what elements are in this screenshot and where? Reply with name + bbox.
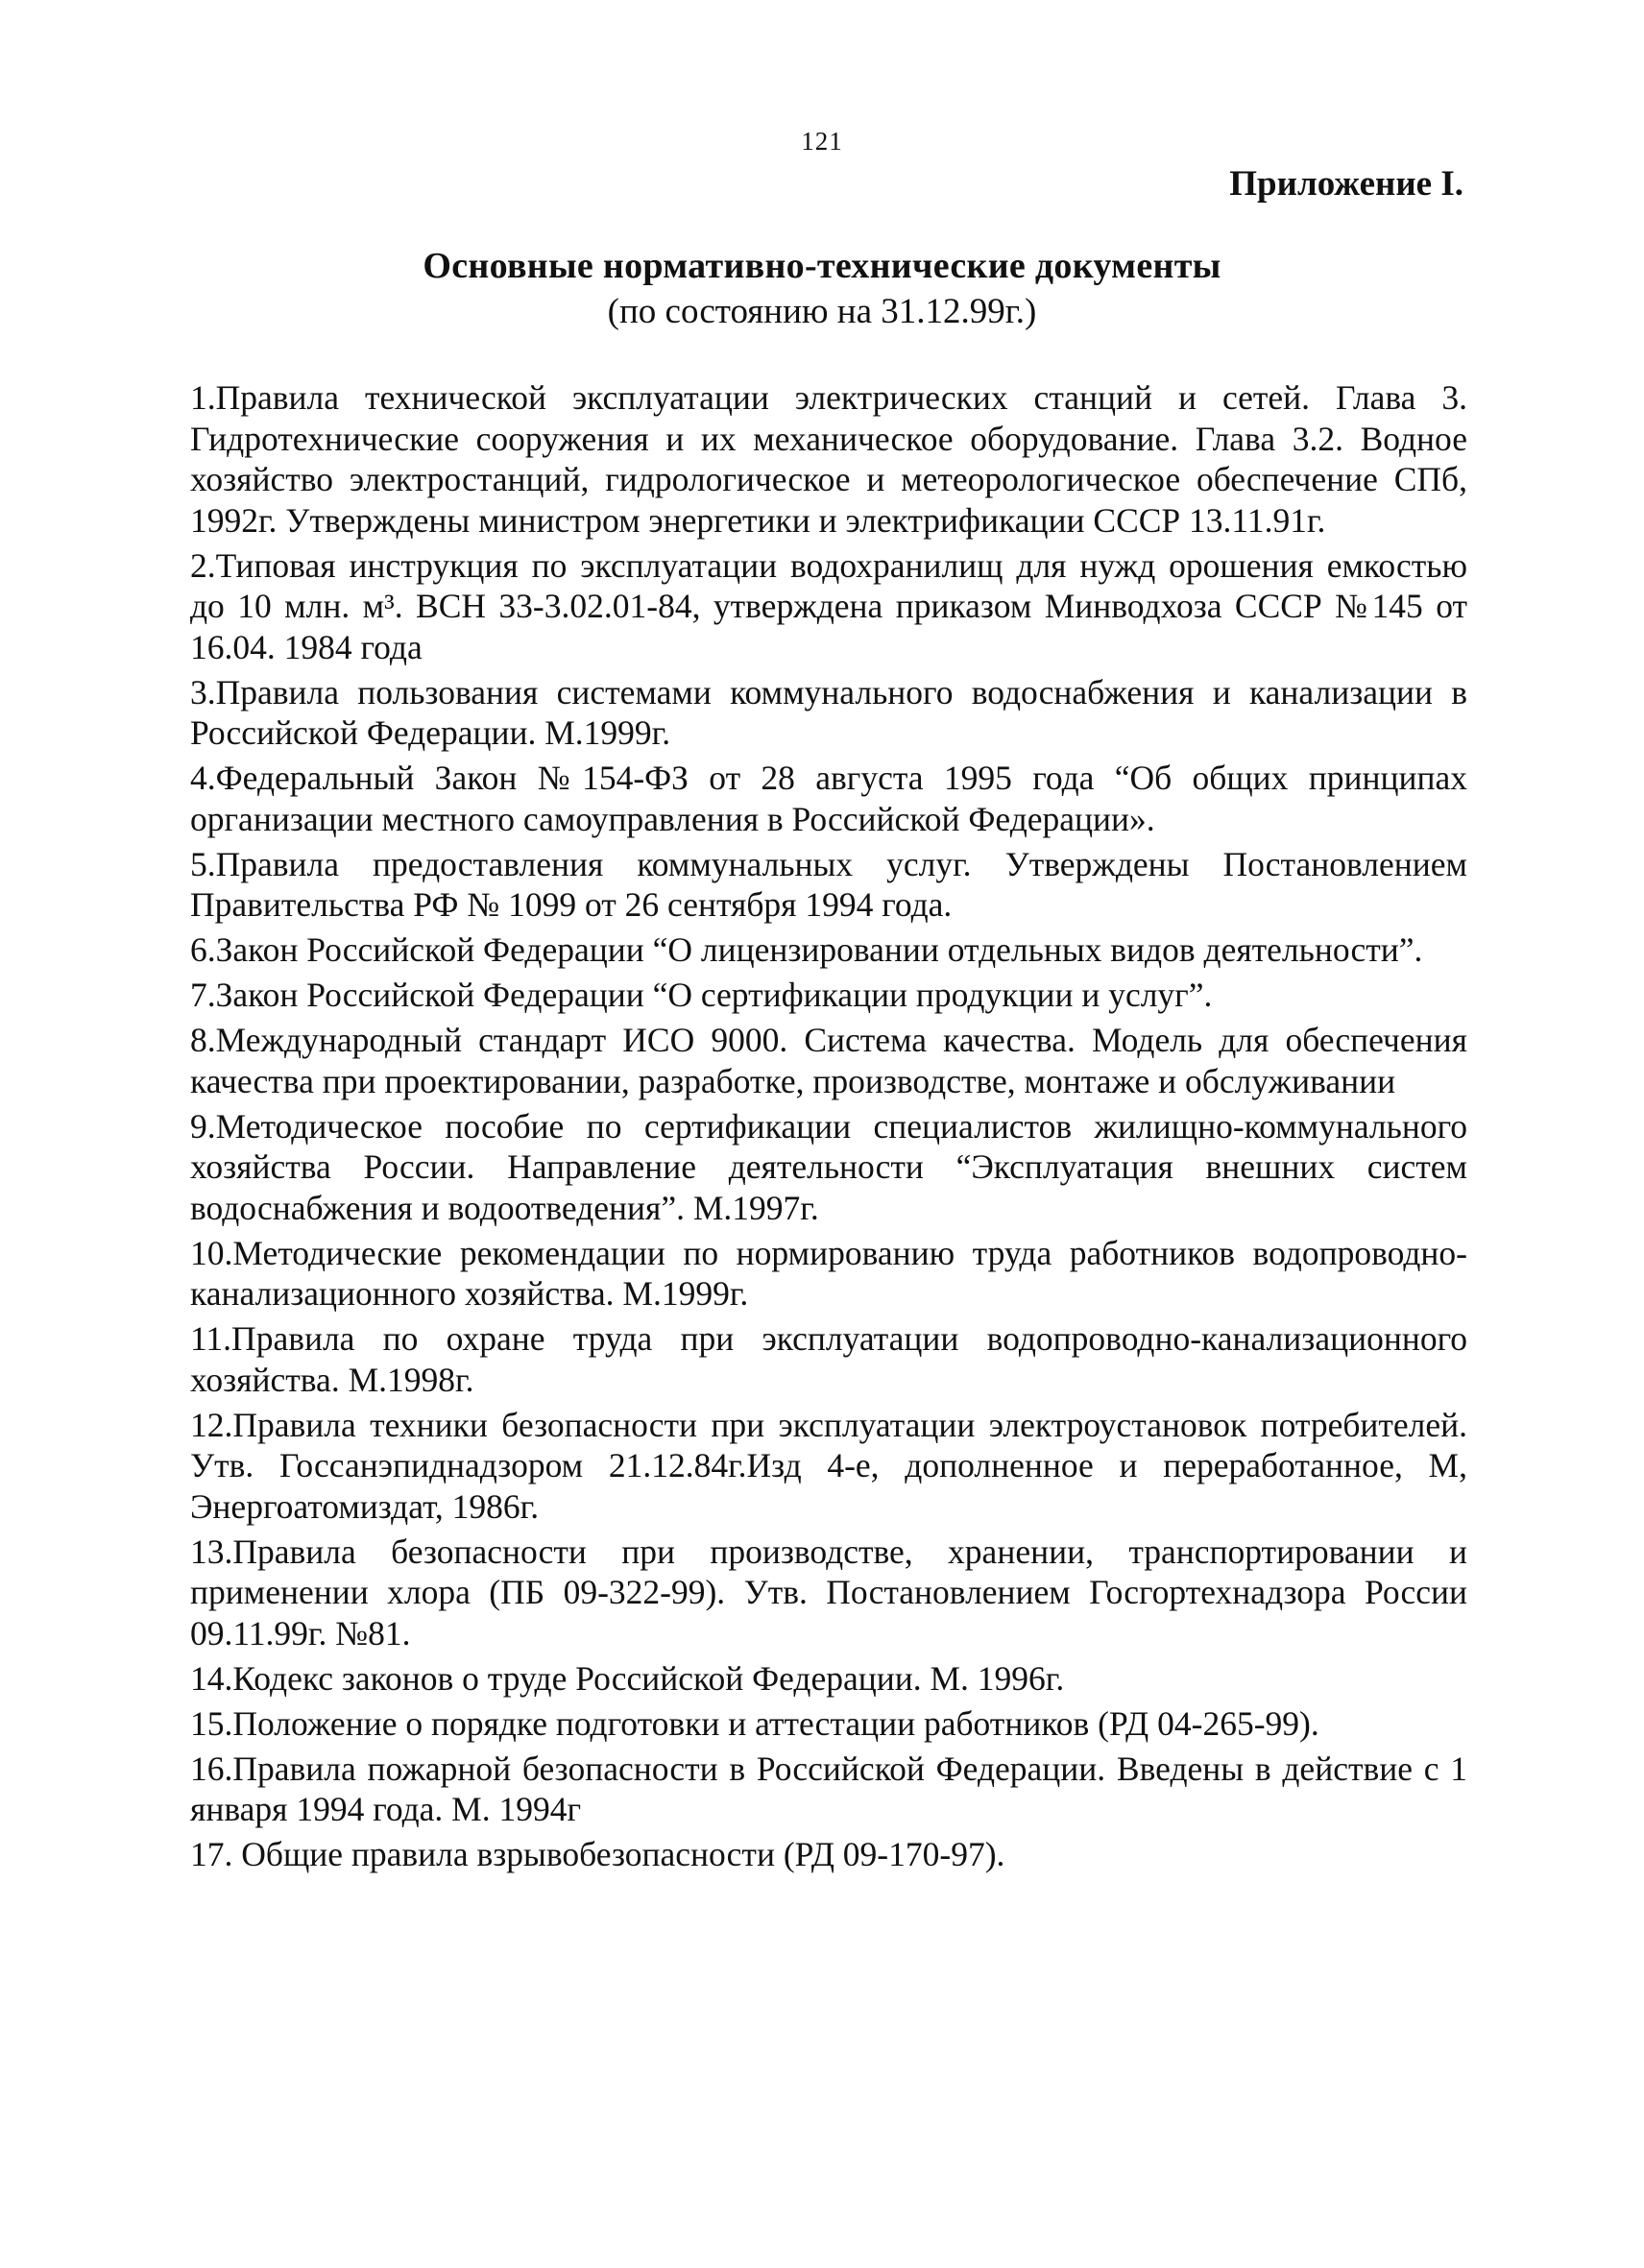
list-item: 8.Международный стандарт ИСО 9000. Система качества. Модель для обеспечения качества при проектировании, разработке, производстве, монтаже и обслуживании [190,1021,1467,1100]
list-item: 13.Правила безопасности при производстве, хранении, транспортировании и применении хлора (ПБ 09-322-99). Утв. Постановлением Госгортехнадзора России 09.11.99г. №81. [190,1532,1467,1653]
list-item: 2.Типовая инструкция по эксплуатации водохранилищ для нужд орошения емкостью до 10 млн. м³. ВСН 33-3.02.01-84, утверждена приказом Минводхоза СССР №145 от 16.04. 1984 года [190,545,1467,666]
list-item: 3.Правила пользования системами коммунального водоснабжения и канализации в Российской Федерации. М.1999г. [190,672,1467,752]
list-item: 9.Методическое пособие по сертификации специалистов жилищно-коммунального хозяйства России. Направление деятельности “Эксплуатация внешних систем водоснабжения и водоотведения”. М.1997г. [190,1106,1467,1227]
list-item: 10.Методические рекомендации по нормированию труда работников водопроводно-канализационного хозяйства. М.1999г. [190,1233,1467,1313]
list-item: 11.Правила по охране труда при эксплуатации водопроводно-канализационного хозяйства. М.1998г. [190,1319,1467,1399]
list-item: 17. Общие правила взрывобезопасности (РД 09-170-97). [190,1835,1005,1873]
page-number: 121 [801,127,843,156]
document-subtitle: (по состоянию на 31.12.99г.) [607,292,1037,331]
list-item: 15.Положение о порядке подготовки и аттестации работников (РД 04-265-99). [190,1703,1319,1743]
list-item: 12.Правила техники безопасности при эксплуатации электроустановок потребителей. Утв. Госсанэпиднадзором 21.12.84г.Изд 4-е, дополненное и переработанное, М, Энергоатомиздат, 1986г. [190,1405,1467,1526]
list-item: 16.Правила пожарной безопасности в Российской Федерации. Введены в действие с 1 января 1994 года. М. 1994г [190,1749,1467,1828]
list-item: 7.Закон Российской Федерации “О сертификации продукции и услуг”. [190,976,1213,1014]
document-list [190,377,1467,1879]
list-item: 14.Кодекс законов о труде Российской Федерации. М. 1996г. [190,1658,1065,1698]
appendix-label: Приложение I. [1229,164,1463,204]
list-item: 6.Закон Российской Федерации “О лицензировании отдельных видов деятельности”. [190,930,1423,969]
document-title: Основные нормативно-технические документы [423,246,1221,286]
list-item: 1.Правила технической эксплуатации электрических станций и сетей. Глава 3. Гидротехнические сооружения и их механическое оборудование. Глава 3.2. Водное хозяйство электростанций, гидрологическое и метеорологическое обеспечение СПб, 1992г. Утверждены министром энергетики и электрификации СССР 13.11.91г. [190,378,1467,540]
list-item: 5.Правила предоставления коммунальных услуг. Утверждены Постановлением Правительства РФ № 1099 от 26 сентября 1994 года. [190,844,1467,924]
list-item: 4.Федеральный Закон №154-ФЗ от 28 августа 1995 года “Об общих принципах организации местного самоуправления в Российской Федерации». [190,759,1467,838]
title-block [0,243,1644,335]
